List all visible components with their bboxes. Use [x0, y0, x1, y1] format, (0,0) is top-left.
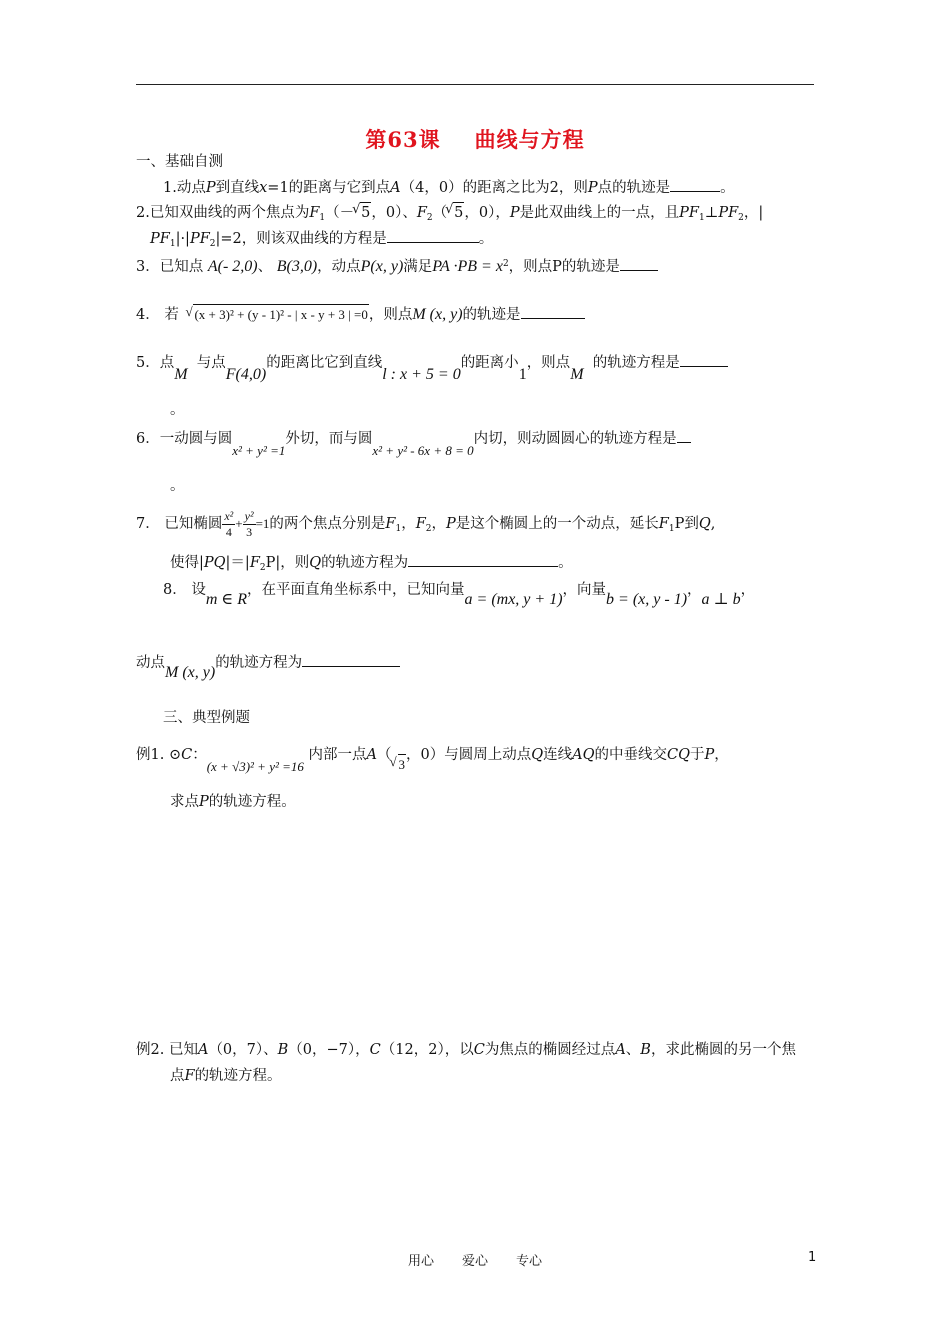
- example-1-line-2: 求点P的轨迹方程。: [170, 794, 296, 810]
- question-7: 7． 已知椭圆 $\frac{\text{x²}}{4}$ + $\frac{\text{y²}}{3}$ =1的两个焦点分别是$F_1$，$F_2$，P是这个椭圆上的一个动点，延长$F_1P$到Q,: [136, 508, 716, 539]
- question-2: 2.已知双曲线的两个焦点为$F_1(-√$ 5，0）、$F_2(√$ 5，0），P是此双曲线上的一点，且$PF_1\perp PF_2$，|: [136, 202, 763, 225]
- question-5: 5．点M 与点F(4,0)的距离比它到直线l : x + 5 = 0的距离小1，则点M 的轨迹方程是: [136, 352, 728, 373]
- section-heading-3: 三、典型例题: [163, 710, 250, 726]
- lesson-number: 第63课: [365, 127, 441, 152]
- lesson-topic: 曲线与方程: [474, 127, 585, 152]
- example-2: 例2. 已知A（0，7）、B（0，−7），C（12，2），以C为焦点的椭圆经过点A、B，求此椭圆的另一个焦: [136, 1042, 796, 1058]
- question-6: 6．一动圆与圆x² + y² =1外切，而与圆x² + y² - 6x + 8 = 0内切，则动圆圆心的轨迹方程是: [136, 428, 691, 449]
- question-7-line-2: 使得$|PQ|=|F_2P|$，则Q的轨迹方程为 。: [170, 552, 573, 575]
- question-8-line-2: 动点M (x, y)的轨迹方程为: [136, 652, 400, 673]
- example-2-line-2: 点F的轨迹方程。: [170, 1068, 282, 1084]
- answer-blank: [677, 428, 691, 443]
- question-1: 1.动点P到直线x=1的距离与它到点A（4，0）的距离之比为2，则P点的轨迹是 。: [163, 177, 735, 198]
- section-heading-1: 一、基础自测: [136, 154, 223, 170]
- example-1: 例1. ⊙C：(x + √3)² + y² =16 内部一点A（√ 3，0）与圆周上动点Q连线AQ的中垂线交CQ于P，: [136, 744, 729, 765]
- question-2-line-2: $PF_1|\cdot|PF_2|=2$，则该双曲线的方程是 。: [150, 228, 493, 251]
- header-rule: [136, 84, 814, 85]
- answer-blank: [521, 304, 585, 319]
- question-8: 8． 设m ∈ R，在平面直角坐标系中，已知向量a = (mx, y + 1)，向量b = (x, y - 1)，a ⊥ b，: [163, 582, 756, 608]
- answer-blank: [387, 228, 479, 243]
- question-3: 3．已知点 A(- 2,0)、 B(3,0)，动点P(x, y)满足PA $\cdot PB = x^2$，则点P的轨迹是: [136, 256, 658, 279]
- page-number: 1: [808, 1250, 817, 1265]
- answer-blank: [620, 256, 658, 271]
- answer-blank: [302, 652, 400, 667]
- question-5-end: 。: [170, 402, 185, 418]
- question-4: 4． 若 √ (x + 3)² + (y - 1)² - | x - y + 3 | =0，则点M (x, y)的轨迹是: [136, 304, 585, 325]
- answer-blank: [670, 177, 720, 192]
- question-6-end: 。: [170, 478, 185, 494]
- answer-blank: [408, 552, 558, 567]
- page-title: [0, 124, 950, 154]
- page-footer: 用心 爱心 专心: [407, 1254, 543, 1269]
- answer-blank: [680, 352, 728, 367]
